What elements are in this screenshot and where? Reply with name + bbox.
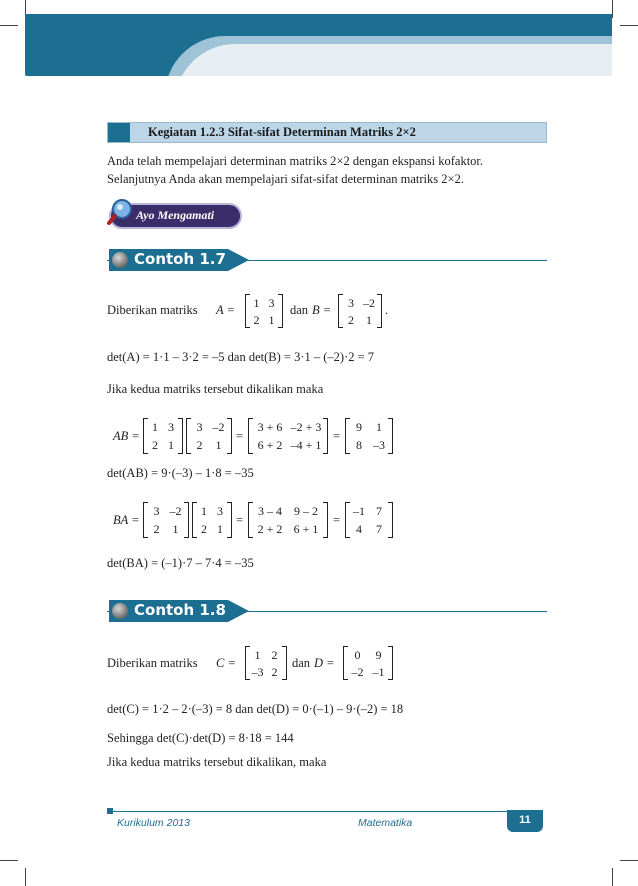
matrix-cell: 3 <box>196 420 203 434</box>
matrix-cell: 1 <box>152 420 158 434</box>
matrix-cell: –1 <box>353 504 365 518</box>
activity-bar <box>107 122 547 143</box>
matrix-cell: –3 <box>373 438 385 452</box>
matrix-b-label: B = <box>312 303 332 317</box>
magnifier-icon <box>107 198 135 226</box>
crop-mark <box>0 25 18 26</box>
matrix-cell: 4 <box>356 522 362 536</box>
matrix-cell: 1 <box>268 312 275 327</box>
matrix-cell: 2 <box>152 438 158 452</box>
det-c-d-line: det(C) = 1·2 – 2·(–3) = 8 dan det(D) = 0·(–1) – 9·(–2) = 18 <box>107 702 404 716</box>
crop-mark <box>620 25 638 26</box>
matrix-cell: 2 <box>196 438 203 452</box>
matrix-cell: 6 + 1 <box>293 522 319 536</box>
crop-mark <box>0 860 18 861</box>
matrix-cell: 3 + 6 <box>257 420 283 434</box>
matrix-cell: 3 – 4 <box>258 504 282 518</box>
matrix-cell: 1 <box>376 420 382 434</box>
matrix-cell: 7 <box>376 522 382 536</box>
matrix-cell: 3 <box>268 295 275 310</box>
matrix-cell: 1 <box>168 438 174 452</box>
multiply-sentence: Jika kedua matriks tersebut dikalikan maka <box>107 382 324 396</box>
matrix-b <box>338 294 382 328</box>
activity-title: Kegiatan 1.2.3 Sifat-sifat Determinan Matriks 2×2 <box>148 125 416 139</box>
matrix-cell: –3 <box>251 664 264 679</box>
matrix-d <box>343 646 393 680</box>
det-a-b-line: det(A) = 1·1 – 3·2 = –5 dan det(B) = 3·1 – (–2)·2 = 7 <box>107 350 375 364</box>
matrix-cell: 9 <box>375 647 382 662</box>
matrix-cell: 2 <box>348 312 354 327</box>
multiply-sentence-2: Jika kedua matriks tersebut dikalikan, maka <box>107 755 327 769</box>
footer-subject: Matematika <box>358 817 413 829</box>
header-band <box>25 14 612 76</box>
matrix-cell: 3 <box>153 504 160 518</box>
matrix-cell: 6 + 2 <box>257 438 283 452</box>
given-text: Diberikan matriks <box>107 656 198 670</box>
intro-line-2: Selanjutnya Anda akan mempelajari sifat-sifat determinan matriks 2×2. <box>107 172 464 186</box>
globe-icon <box>112 252 128 268</box>
contoh-1-8-heading: Contoh 1.8 <box>134 601 226 619</box>
matrix-cell: –2 + 3 <box>290 420 322 434</box>
page-number: 11 <box>519 814 531 826</box>
matrix-cell: 8 <box>356 438 362 452</box>
ba-matrix-1 <box>143 502 189 538</box>
ba-label: BA = <box>113 513 140 527</box>
ab-matrix-1 <box>143 418 183 454</box>
intro-line-1: Anda telah mempelajari determinan matriks 2×2 dengan ekspansi kofaktor. <box>107 154 484 168</box>
ba-matrix-4 <box>345 502 393 538</box>
matrix-a-label: A = <box>216 303 235 317</box>
matrix-d-label: D = <box>314 656 335 670</box>
matrix-c-label: C = <box>216 656 236 670</box>
crop-mark <box>612 0 613 18</box>
matrix-cell: 2 <box>253 312 260 327</box>
matrix-cell: –2 <box>351 664 364 679</box>
crop-mark <box>612 868 613 886</box>
ayo-mengamati-label: Ayo Mengamati <box>136 208 215 222</box>
matrix-cell: 2 + 2 <box>257 522 283 536</box>
matrix-cell: –4 + 1 <box>290 438 322 452</box>
footer-curriculum: Kurikulum 2013 <box>117 817 190 829</box>
crop-mark <box>620 860 638 861</box>
globe-icon <box>112 603 128 619</box>
matrix-cell: 9 – 2 <box>294 504 318 518</box>
equals: = <box>236 429 244 443</box>
ba-matrix-2 <box>192 502 232 538</box>
sehingga-line: Sehingga det(C)·det(D) = 8·18 = 144 <box>107 731 294 745</box>
period: . <box>385 303 389 317</box>
equals: = <box>236 513 244 527</box>
matrix-cell: 3 <box>348 295 354 310</box>
matrix-cell: 1 <box>254 647 261 662</box>
matrix-cell: 3 <box>168 420 174 434</box>
matrix-cell: 1 <box>201 504 207 518</box>
ba-matrix-3 <box>248 502 328 538</box>
matrix-cell: –2 <box>169 504 182 518</box>
ab-matrix-4 <box>345 418 393 454</box>
matrix-cell: 3 <box>217 504 223 518</box>
dan-text: dan <box>292 656 311 670</box>
ab-matrix-3 <box>248 418 328 454</box>
det-ba-line: det(BA) = (–1)·7 – 7·4 = –35 <box>107 556 254 570</box>
ab-label: AB = <box>113 429 140 443</box>
matrix-cell: –2 <box>212 420 225 434</box>
matrix-cell: 1 <box>366 312 372 327</box>
matrix-c <box>245 646 287 680</box>
given-text: Diberikan matriks <box>107 303 198 317</box>
matrix-cell: 2 <box>271 664 278 679</box>
activity-tab-marker <box>108 123 130 142</box>
equals: = <box>333 429 341 443</box>
matrix-cell: 2 <box>271 647 278 662</box>
matrix-a <box>245 294 283 328</box>
dan-text: dan <box>290 303 309 317</box>
matrix-cell: 1 <box>172 522 179 536</box>
matrix-cell: 9 <box>356 420 362 434</box>
matrix-cell: –2 <box>363 295 375 310</box>
matrix-cell: 2 <box>153 522 160 536</box>
footer-line <box>109 811 529 812</box>
matrix-cell: 7 <box>376 504 382 518</box>
matrix-cell: 2 <box>201 522 207 536</box>
det-ab-line: det(AB) = 9·(–3) – 1·8 = –35 <box>107 466 254 480</box>
matrix-cell: 1 <box>217 522 223 536</box>
matrix-cell: 1 <box>215 438 222 452</box>
contoh-1-7-heading: Contoh 1.7 <box>134 250 226 268</box>
ab-matrix-2 <box>186 418 232 454</box>
crop-mark <box>25 868 26 886</box>
equals: = <box>333 513 341 527</box>
matrix-cell: –1 <box>372 664 385 679</box>
matrix-cell: 0 <box>354 647 361 662</box>
matrix-cell: 1 <box>253 295 260 310</box>
